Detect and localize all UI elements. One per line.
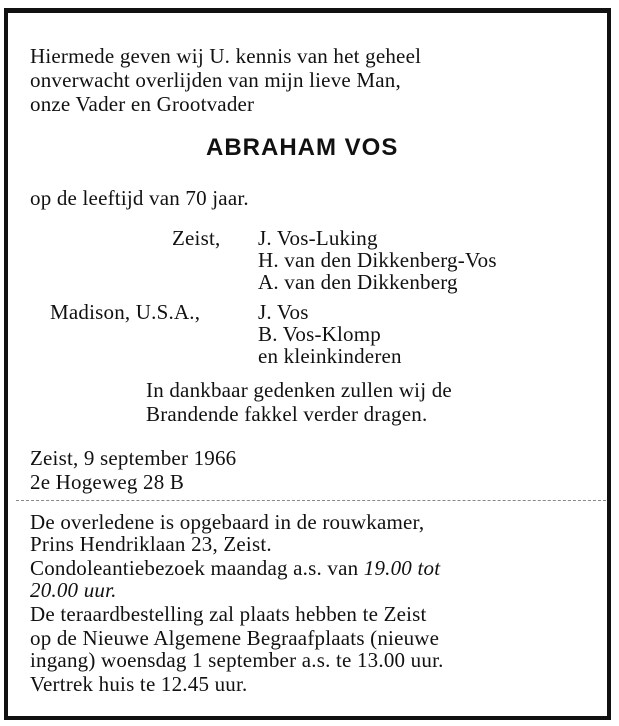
laid-out-line-2: Prins Hendriklaan 23, Zeist.	[30, 532, 272, 556]
remembrance-line-1: In dankbaar gedenken zullen wij de	[146, 378, 452, 402]
address: 2e Hogeweg 28 B	[30, 470, 185, 494]
family-name: J. Vos	[258, 300, 309, 324]
family-name: J. Vos-Luking	[258, 226, 378, 250]
family-name: en kleinkinderen	[258, 344, 402, 368]
burial-line-3: ingang) woensdag 1 september a.s. te 13.00 uur.	[30, 648, 444, 672]
departure-line: Vertrek huis te 12.45 uur.	[30, 672, 248, 696]
divider	[16, 500, 606, 501]
age-line: op de leeftijd van 70 jaar.	[30, 186, 249, 210]
date-place: Zeist, 9 september 1966	[30, 446, 237, 470]
deceased-name: ABRAHAM VOS	[206, 134, 399, 161]
intro-line-2: onverwacht overlijden van mijn lieve Man,	[30, 68, 401, 92]
family-place-madison: Madison, U.S.A.,	[50, 300, 201, 324]
visit-line	[30, 556, 440, 580]
visit-prefix: Condoleantiebezoek maandag a.s. van	[30, 556, 359, 580]
burial-line-1: De teraardbestelling zal plaats hebben te Zeist	[30, 602, 427, 626]
intro-line-3: onze Vader en Grootvader	[30, 92, 255, 116]
intro-line-1: Hiermede geven wij U. kennis van het geheel	[30, 44, 422, 68]
laid-out-line-1: De overledene is opgebaard in de rouwkamer,	[30, 510, 425, 534]
visit-from: 19.00	[363, 556, 412, 580]
family-place-zeist: Zeist,	[172, 226, 221, 250]
visit-to-word: tot	[417, 556, 441, 580]
visit-to: 20.00 uur.	[30, 578, 117, 602]
family-name: H. van den Dikkenberg-Vos	[258, 248, 497, 272]
family-name: A. van den Dikkenberg	[258, 270, 458, 294]
family-name: B. Vos-Klomp	[258, 322, 381, 346]
remembrance-line-2: Brandende fakkel verder dragen.	[146, 402, 428, 426]
burial-line-2: op de Nieuwe Algemene Begraafplaats (nieuwe	[30, 626, 440, 650]
